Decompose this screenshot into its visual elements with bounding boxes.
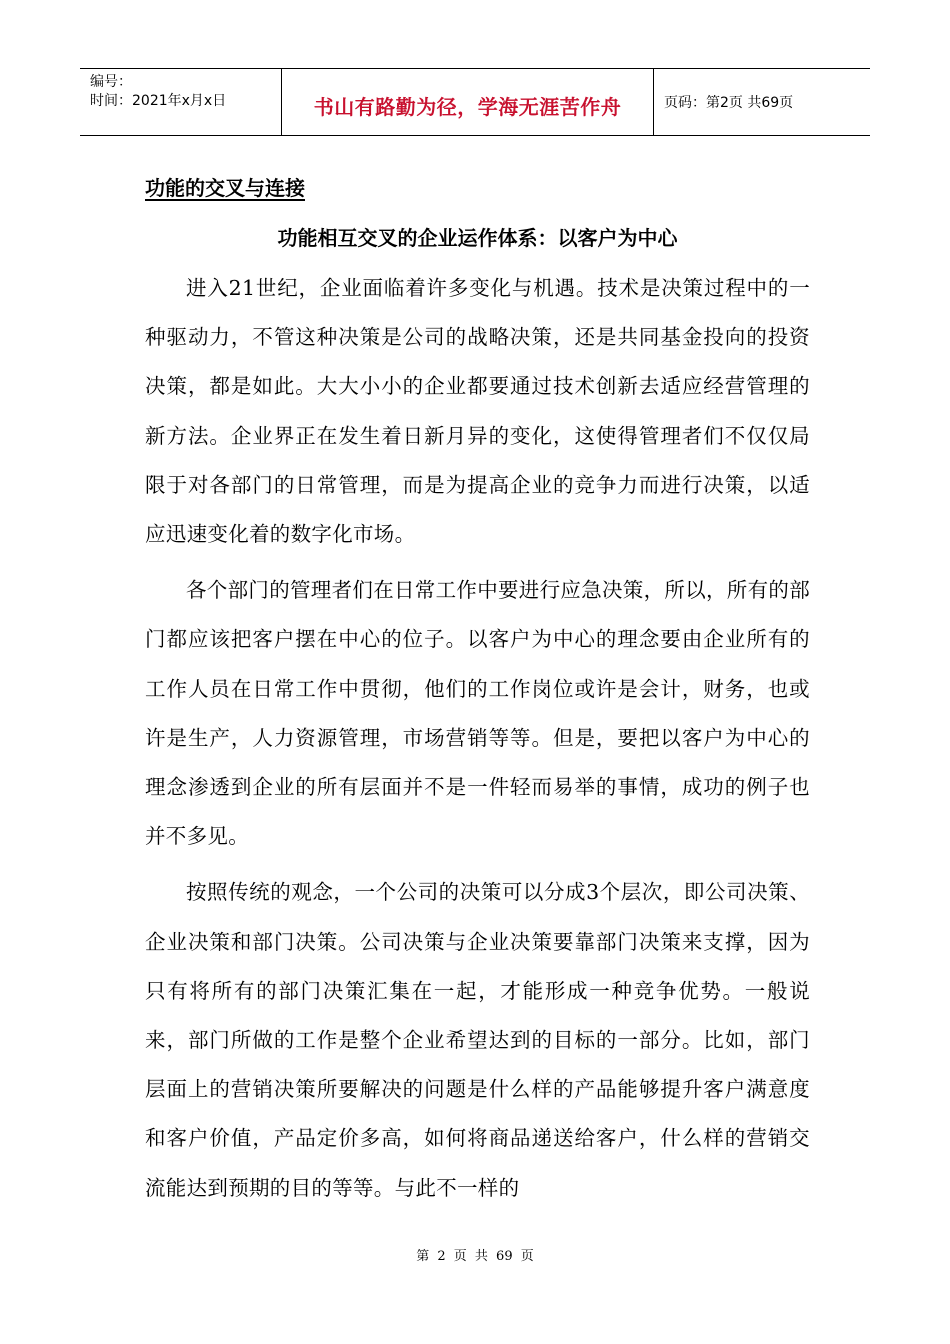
document-number-label: 编号： — [90, 74, 132, 90]
sub-title: 功能相互交叉的企业运作体系：以客户为中心 — [277, 226, 678, 250]
document-body — [145, 160, 810, 1213]
header-motto-cell — [282, 69, 654, 135]
header-page-label: 页码：第2页 共69页 — [664, 95, 794, 111]
paragraph: 按照传统的观念，一个公司的决策可以分成3个层次，即公司决策、企业决策和部门决策。公司决策与企业决策要靠部门决策来支撑，因为只有将所有的部门决策汇集在一起，才能形成一种竞争优势。一般说来，部门所做的工作是整个企业希望达到的目标的一部分。比如，部门层面上的营销决策所要解决的问题是什么样的产品能够提升客户满意度和客户价值，产品定价多高，如何将商品递送给客户，什么样的营销交流能达到预期的目的等等。与此不一样的 — [145, 880, 810, 1200]
header-page-cell — [654, 69, 870, 135]
header-motto: 书山有路勤为径，学海无涯苦作舟 — [313, 94, 622, 119]
paragraph: 进入21世纪，企业面临着许多变化与机遇。技术是决策过程中的一种驱动力，不管这种决策是公司的战略决策，还是共同基金投向的投资决策，都是如此。大大小小的企业都要通过技术创新去适应经营管理的新方法。企业界正在发生着日新月异的变化，这使得管理者们不仅仅局限于对各部门的日常管理，而是为提高企业的竞争力而进行决策，以适应迅速变化着的数字化市场。 — [145, 276, 810, 547]
page-footer: 第 2 页 共 69 页 — [416, 1249, 534, 1264]
section-title: 功能的交叉与连接 — [145, 176, 305, 200]
header-meta — [80, 69, 282, 135]
document-header — [80, 68, 870, 136]
paragraph: 各个部门的管理者们在日常工作中要进行应急决策，所以，所有的部门都应该把客户摆在中心的位子。以客户为中心的理念要由企业所有的工作人员在日常工作中贯彻，他们的工作岗位或许是会计，财务，也或许是生产，人力资源管理，市场营销等等。但是，要把以客户为中心的理念渗透到企业的所有层面并不是一件轻而易举的事情，成功的例子也并不多见。 — [145, 578, 810, 849]
document-date-label: 时间：2021年x月x日 — [90, 93, 227, 109]
